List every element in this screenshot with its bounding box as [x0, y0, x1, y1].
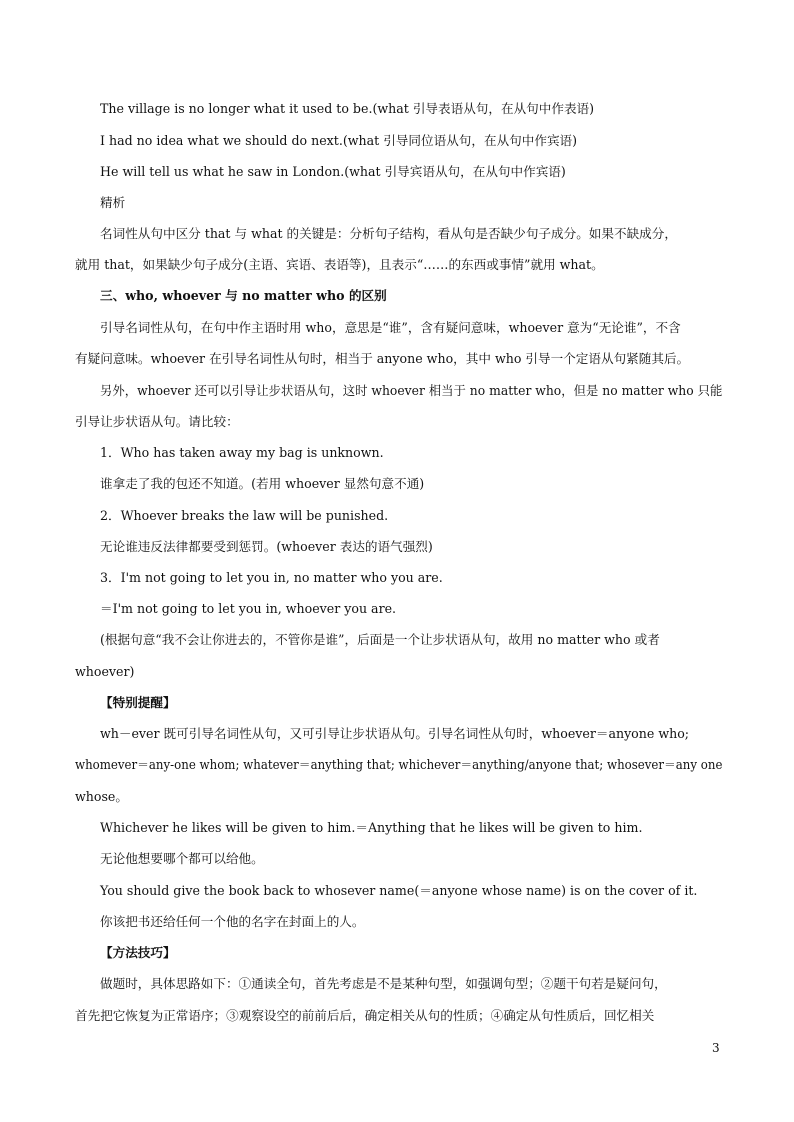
example-sentence: Whichever he likes will be given to him.＝Anything that he likes will be given to him.: [100, 820, 643, 835]
example-translation: 谁拿走了我的包还不知道。(若用 whoever 显然句意不通): [100, 476, 425, 491]
text-line: 引导让步状语从句。请比较：: [75, 414, 239, 429]
text-line: (根据句意“我不会让你进去的，不管你是谁”，后面是一个让步状语从句，故用 no matter who 或者: [100, 632, 660, 647]
page-number: 3: [712, 1041, 720, 1055]
example-sentence: 3．I'm not going to let you in, no matter who you are.: [100, 570, 443, 585]
example-sentence: 1．Who has taken away my bag is unknown.: [100, 445, 384, 460]
text-line: wh－ever 既可引导名词性从句，又可引导让步状语从句。引导名词性从句时，whoever＝anyone who;: [100, 726, 690, 741]
example-translation: 无论谁违反法律都要受到惩罚。(whoever 表达的语气强烈): [100, 539, 433, 554]
example-translation: 无论他想要哪个都可以给他。: [100, 851, 264, 866]
text-line: He will tell us what he saw in London.(what 引导宾语从句，在从句中作宾语): [100, 164, 566, 179]
text-line: 另外，whoever 还可以引导让步状语从句，这时 whoever 相当于 no matter who，但是 no matter who 只能: [100, 383, 723, 398]
text-line: whomever＝any-one whom; whatever＝anything that; whichever＝anything/anyone that; whosever＝any one: [75, 757, 723, 772]
section-heading: 三、who, whoever 与 no matter who 的区别: [100, 288, 387, 303]
example-translation: 你该把书还给任何一个他的名字在封面上的人。: [100, 914, 365, 929]
example-sentence: You should give the book back to whosever name(＝anyone whose name) is on the cover of it.: [100, 883, 698, 898]
text-line: 名词性从句中区分 that 与 what 的关键是：分析句子结构，看从句是否缺少句子成分。如果不缺成分，: [100, 226, 677, 241]
text-line: whoever): [75, 664, 135, 679]
text-line: whose。: [75, 789, 128, 804]
text-line: I had no idea what we should do next.(what 引导同位语从句，在从句中作宾语): [100, 133, 578, 148]
text-line: 有疑问意味。whoever 在引导名词性从句时，相当于 anyone who，其中 who 引导一个定语从句紧随其后。: [75, 351, 690, 366]
example-sentence: ＝I'm not going to let you in, whoever you are.: [100, 601, 397, 616]
section-heading: 【方法技巧】: [100, 945, 176, 960]
text-line: 就用 that，如果缺少句子成分(主语、宾语、表语等)，且表示“……的东西或事情”就用 what。: [75, 257, 604, 272]
text-line: 做题时，具体思路如下：①通读全句，首先考虑是不是某种句型，如强调句型；②题干句若是疑问句，: [100, 976, 667, 991]
section-heading: 【特别提醒】: [100, 695, 176, 710]
text-line: 引导名词性从句，在句中作主语时用 who，意思是“谁”，含有疑问意味，whoever 意为“无论谁”，不含: [100, 320, 681, 335]
text-line: The village is no longer what it used to be.(what 引导表语从句，在从句中作表语): [100, 101, 595, 116]
example-sentence: 2．Whoever breaks the law will be punished.: [100, 508, 389, 523]
text-line: 首先把它恢复为正常语序；③观察设空的前前后后，确定相关从句的性质；④确定从句性质后，回忆相关: [75, 1008, 655, 1023]
section-label: 精析: [100, 195, 126, 210]
